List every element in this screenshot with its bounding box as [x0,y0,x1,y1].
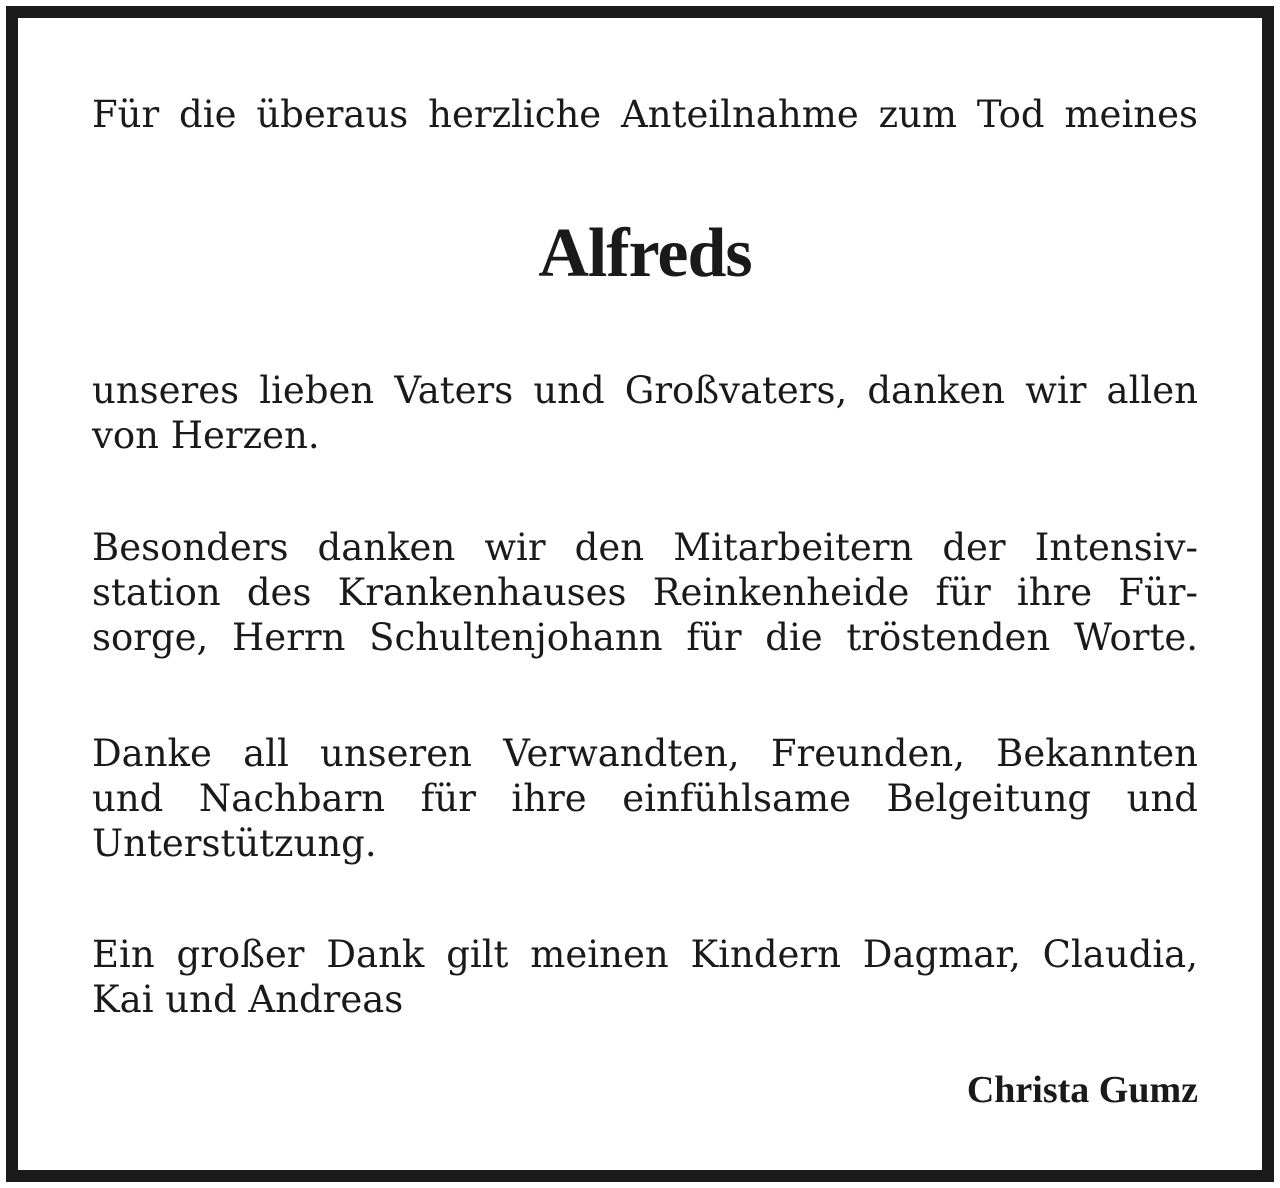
paragraph-line: sorge, Herrn Schultenjohann für die tröstenden Worte. [92,616,1198,659]
signature: Christa Gumz [966,1069,1198,1111]
paragraph-thanks-relatives [92,731,1198,866]
paragraph-line: Unterstützung. [92,822,377,865]
intro-line: Für die überaus herzliche Anteilnahme zum Tod meines [92,93,1198,136]
paragraph-line: Besonders danken wir den Mitarbeitern der Intensiv- [92,526,1198,569]
notice-border-frame [6,6,1274,1182]
paragraph-line: Ein großer Dank gilt meinen Kindern Dagmar, Claudia, [92,933,1198,976]
paragraph-line: unseres lieben Vaters und Großvaters, danken wir allen [92,369,1198,412]
paragraph-line: von Herzen. [92,414,320,457]
paragraph-thanks-family [92,368,1198,458]
paragraph-line: und Nachbarn für ihre einfühlsame Belgeitung und [92,777,1198,820]
paragraph-line: station des Krankenhauses Reinkenheide für ihre Für- [92,571,1198,614]
paragraph-thanks-hospital [92,525,1198,660]
paragraph-line: Kai und Andreas [92,978,404,1021]
paragraph-thanks-children [92,932,1198,1022]
paragraph-line: Danke all unseren Verwandten, Freunden, Bekannten [92,732,1198,775]
deceased-name: Alfreds [538,215,752,292]
